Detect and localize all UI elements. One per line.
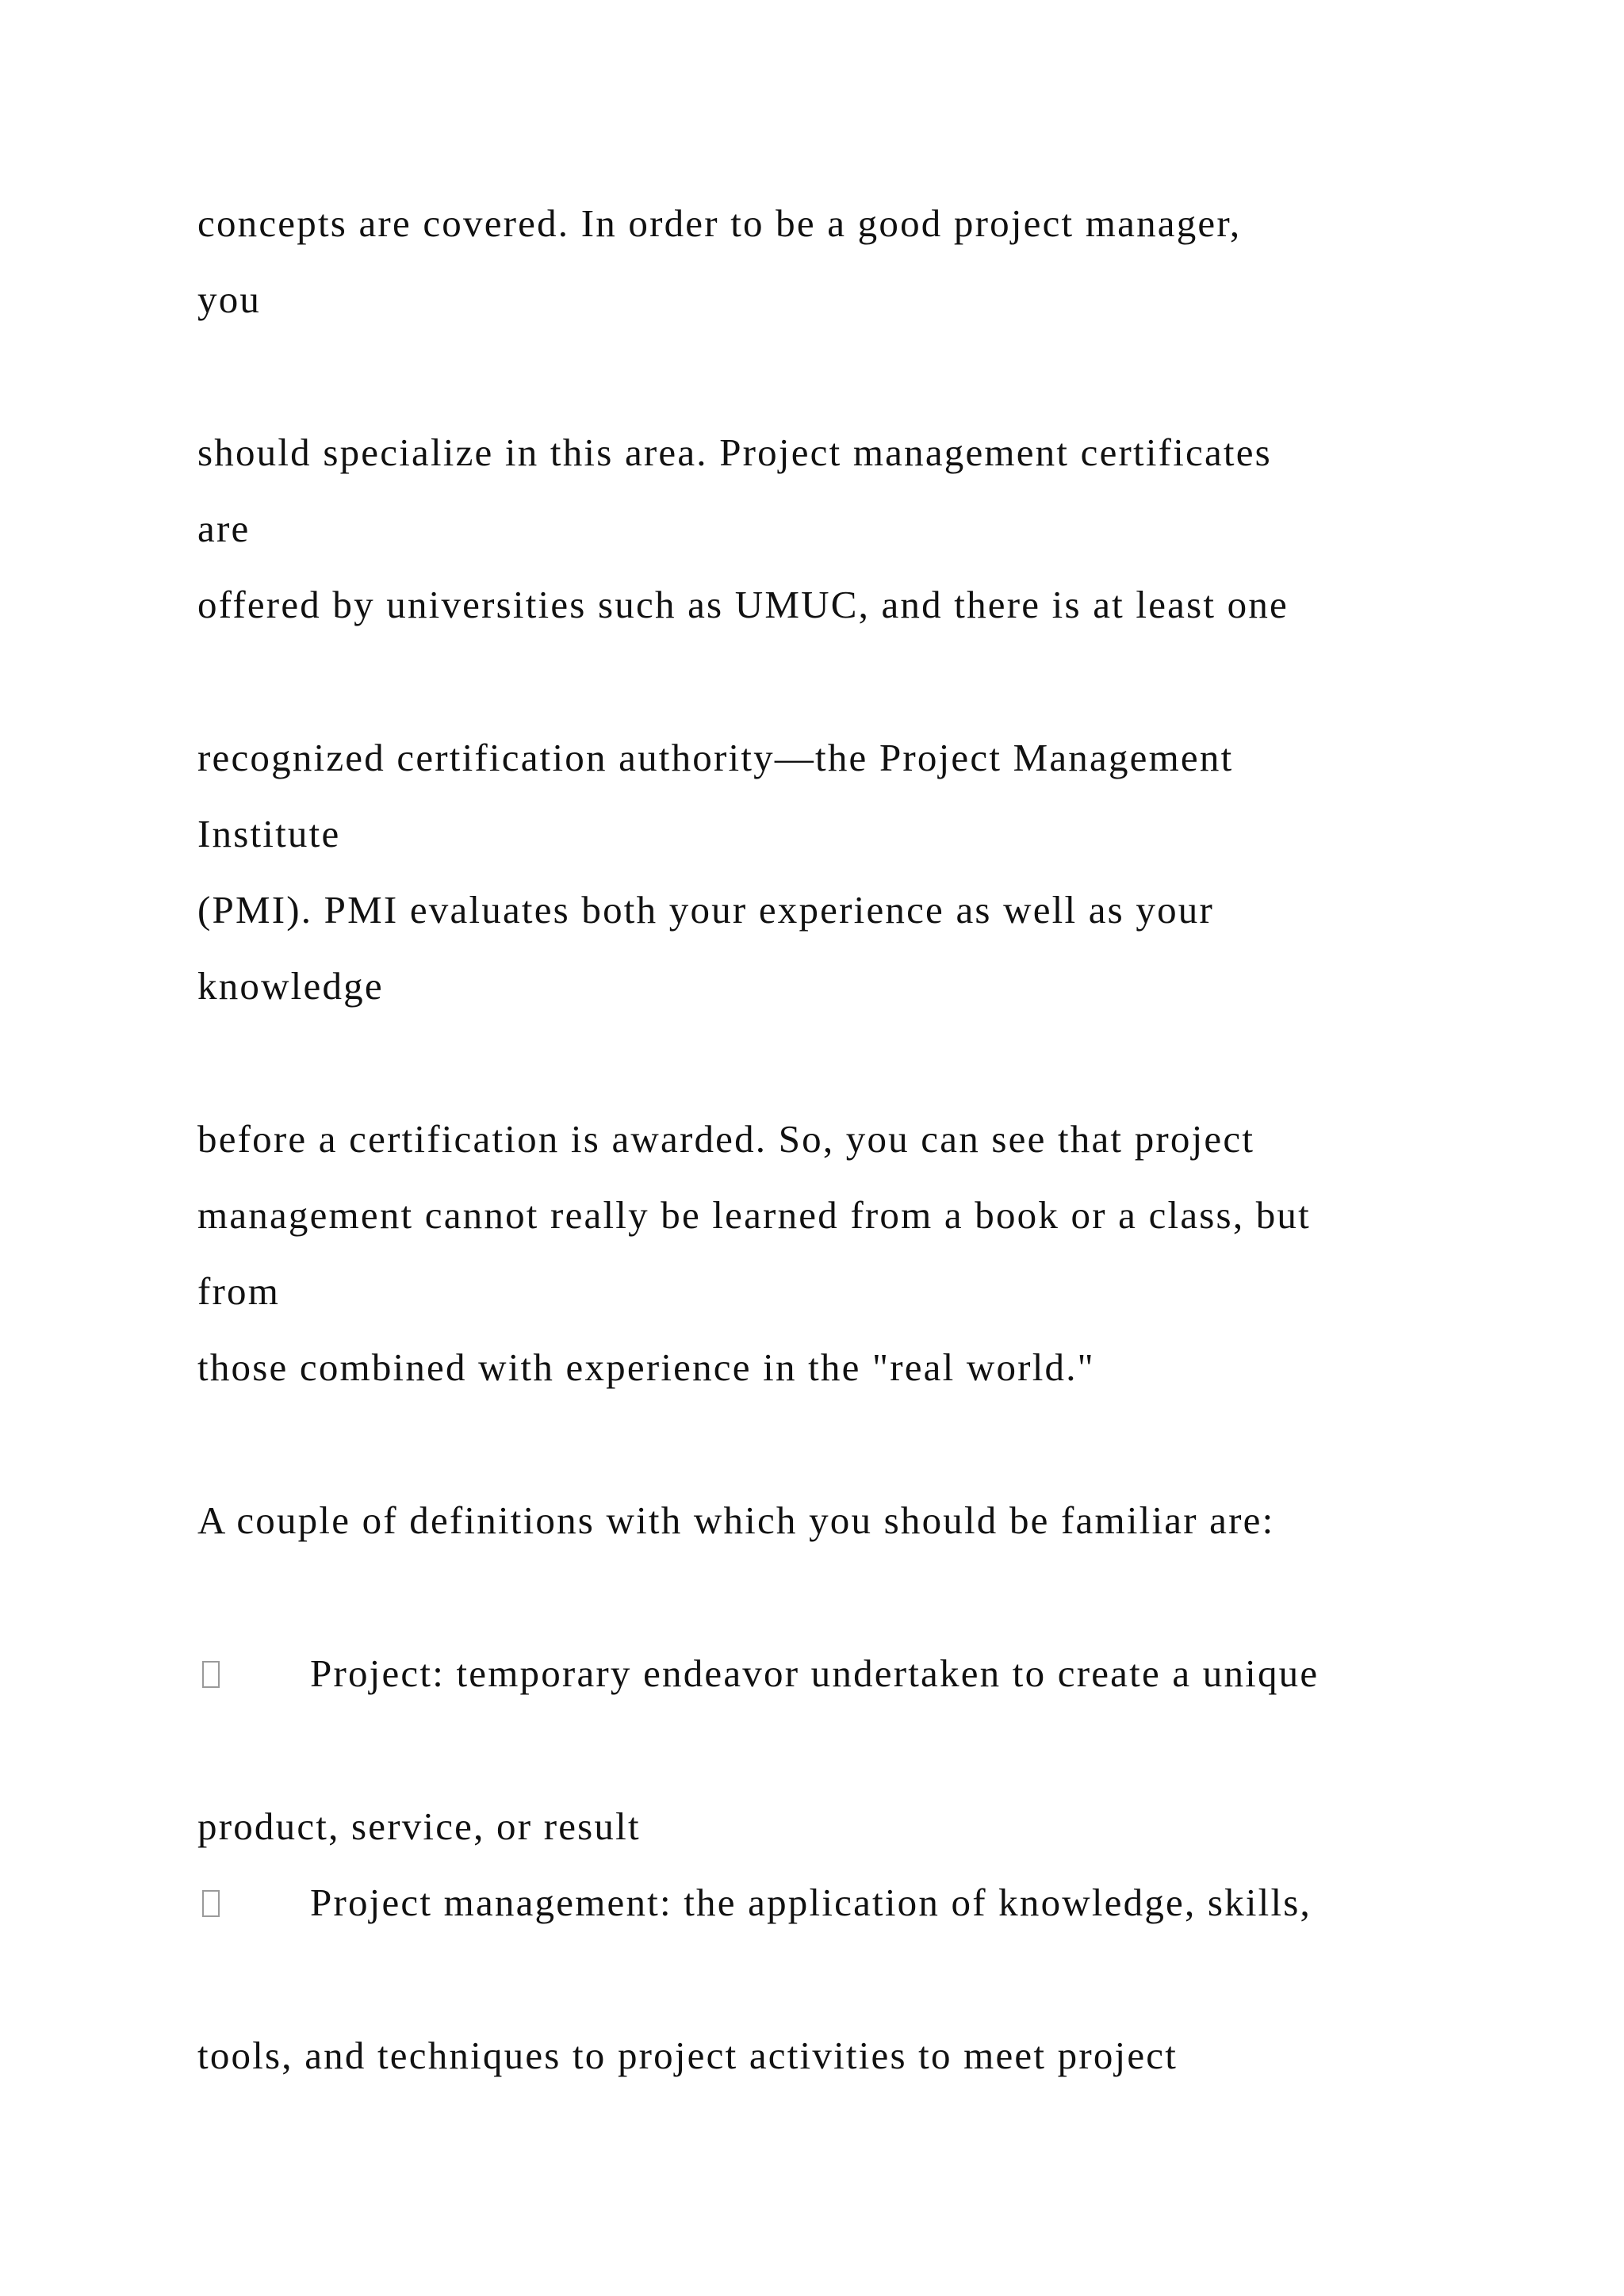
- text-line: before a certification is awarded. So, you can see that project: [197, 1117, 1255, 1161]
- text-line: (PMI). PMI evaluates both your experience as well as your: [197, 888, 1215, 932]
- text-line: from: [197, 1269, 281, 1313]
- bullet-item-project: Project: temporary endeavor undertaken to create a unique: [310, 1651, 1320, 1695]
- text-line: concepts are covered. In order to be a good project manager,: [197, 201, 1242, 245]
- text-line: offered by universities such as UMUC, and there is at least one: [197, 583, 1289, 626]
- bullet-box-icon: [202, 1890, 220, 1917]
- text-line: product, service, or result: [197, 1804, 641, 1848]
- text-line: Institute: [197, 812, 341, 855]
- text-line: recognized certification authority—the Project Management: [197, 736, 1234, 779]
- text-line: knowledge: [197, 964, 384, 1008]
- text-line: A couple of definitions with which you should be familiar are:: [197, 1498, 1275, 1542]
- text-line: tools, and techniques to project activities to meet project: [197, 2034, 1178, 2077]
- text-line: those combined with experience in the "real world.": [197, 1345, 1095, 1389]
- bullet-box-icon: [202, 1661, 220, 1688]
- text-line: management cannot really be learned from a book or a class, but: [197, 1193, 1311, 1237]
- text-line: are: [197, 507, 251, 550]
- text-line: you: [197, 277, 262, 321]
- text-line: should specialize in this area. Project management certificates: [197, 430, 1272, 474]
- bullet-item-project-management: Project management: the application of knowledge, skills,: [310, 1881, 1312, 1924]
